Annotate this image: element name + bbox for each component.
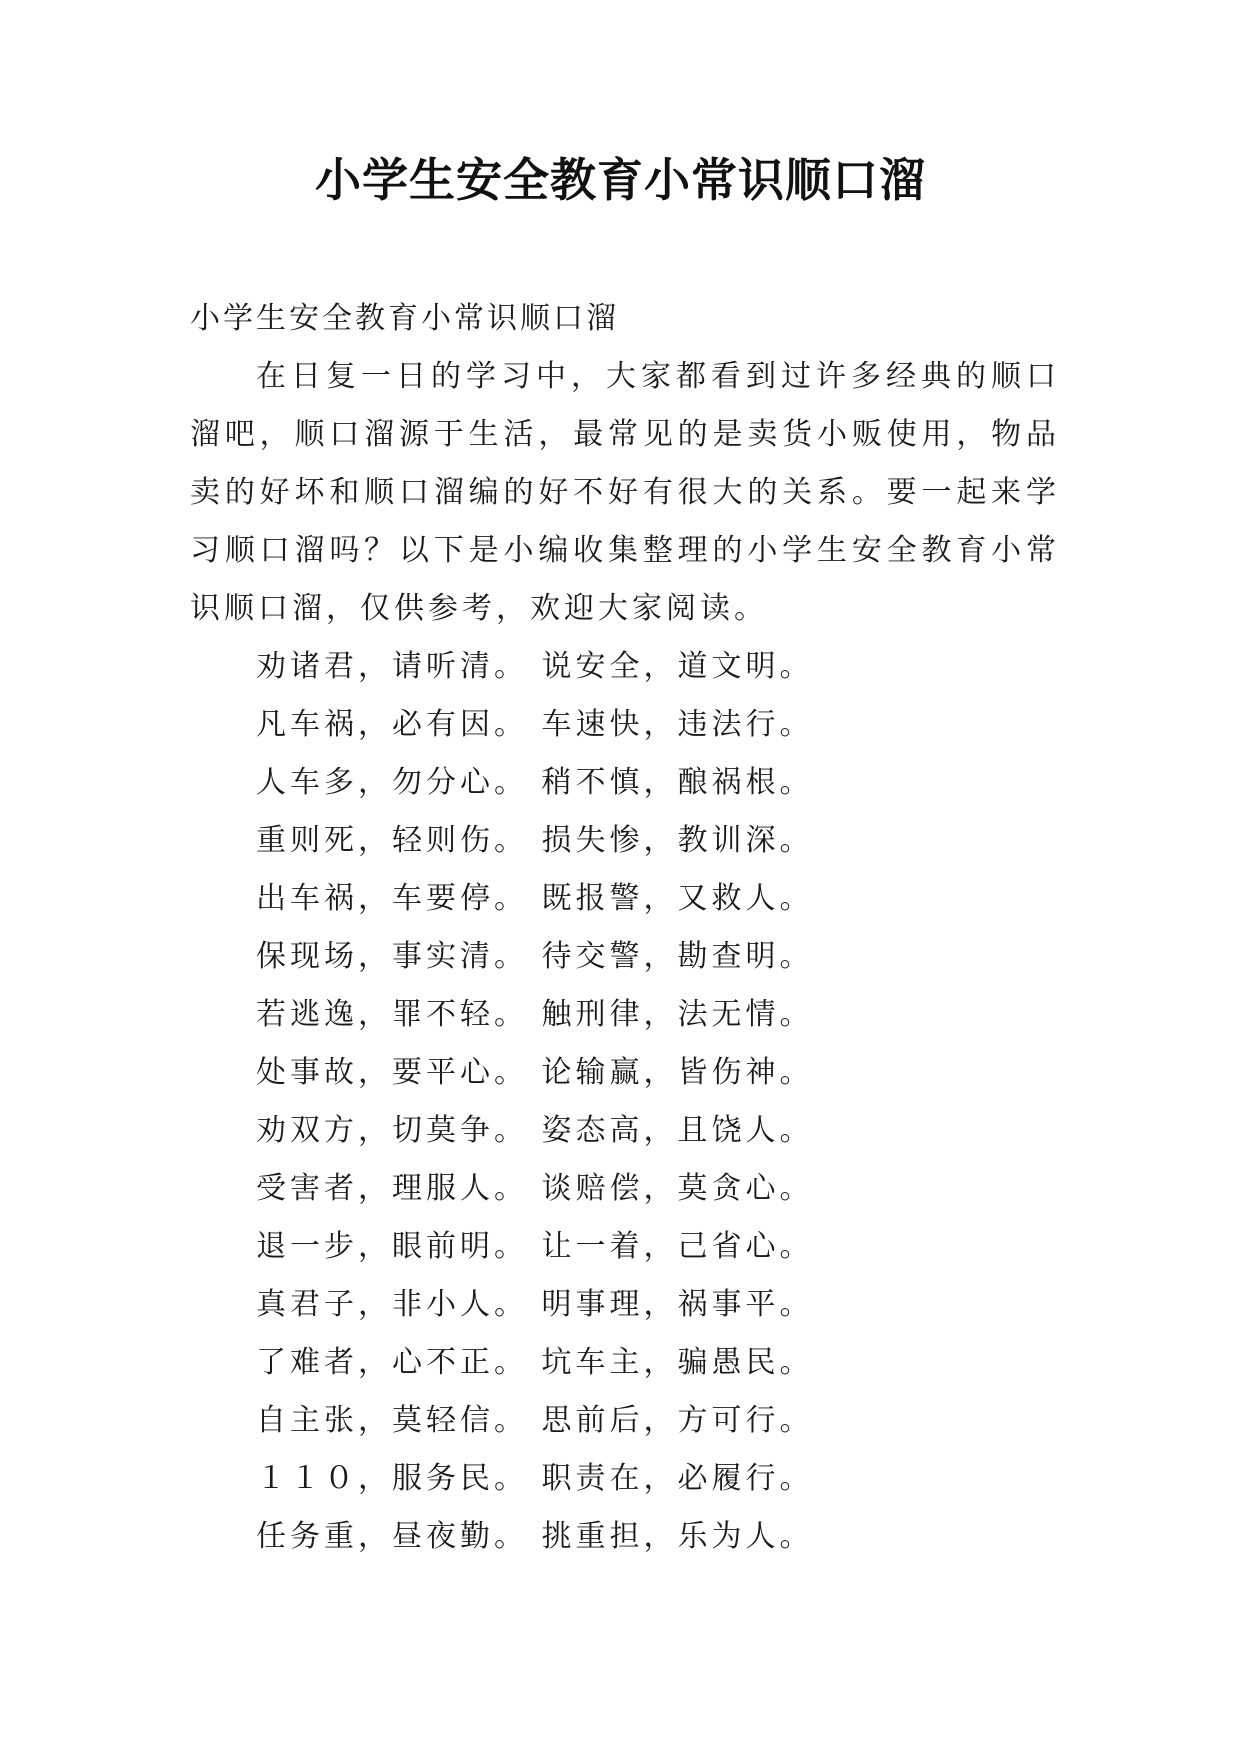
verse-line: 退一步，眼前明。 让一着，己省心。 (256, 1229, 814, 1264)
verse-line: 保现场，事实清。 待交警，勘查明。 (256, 939, 814, 974)
document-title: 小学生安全教育小常识顺口溜 (315, 153, 926, 207)
document-body (190, 290, 1060, 1566)
verse-line: 若逃逸，罪不轻。 触刑律，法无情。 (256, 997, 814, 1032)
verse-line: 劝诸君，请听清。 说安全，道文明。 (256, 649, 814, 684)
verse-line: 人车多，勿分心。 稍不慎，酿祸根。 (256, 765, 814, 800)
verse-line: 劝双方，切莫争。 姿态高，且饶人。 (256, 1113, 814, 1148)
verse-line: 了难者，心不正。 坑车主，骗愚民。 (256, 1345, 814, 1380)
verse-line: 凡车祸，必有因。 车速快，违法行。 (256, 707, 814, 742)
verse-line: 重则死，轻则伤。 损失惨，教训深。 (256, 823, 814, 858)
verse-line: 处事故，要平心。 论输赢，皆伤神。 (256, 1055, 814, 1090)
verse-line: 出车祸，车要停。 既报警，又救人。 (256, 881, 814, 916)
verse-line: １１０，服务民。 职责在，必履行。 (256, 1461, 814, 1496)
verse-line: 任务重，昼夜勤。 挑重担，乐为人。 (256, 1519, 814, 1554)
verse-line: 自主张，莫轻信。 思前后，方可行。 (256, 1403, 814, 1438)
verse-line: 受害者，理服人。 谈赔偿，莫贪心。 (256, 1171, 814, 1206)
intro-paragraph: 在日复一日的学习中，大家都看到过许多经典的顺口溜吧，顺口溜源于生活，最常见的是卖货小贩使用，物品卖的好坏和顺口溜编的好不好有很大的关系。要一起来学习顺口溜吗？以下是小编收集整理的小学生安全教育小常识顺口溜，仅供参考，欢迎大家阅读。 (190, 359, 1060, 626)
verse-line: 真君子，非小人。 明事理，祸事平。 (256, 1287, 814, 1322)
verse-list (190, 638, 1060, 1566)
document-subtitle: 小学生安全教育小常识顺口溜 (190, 301, 619, 336)
